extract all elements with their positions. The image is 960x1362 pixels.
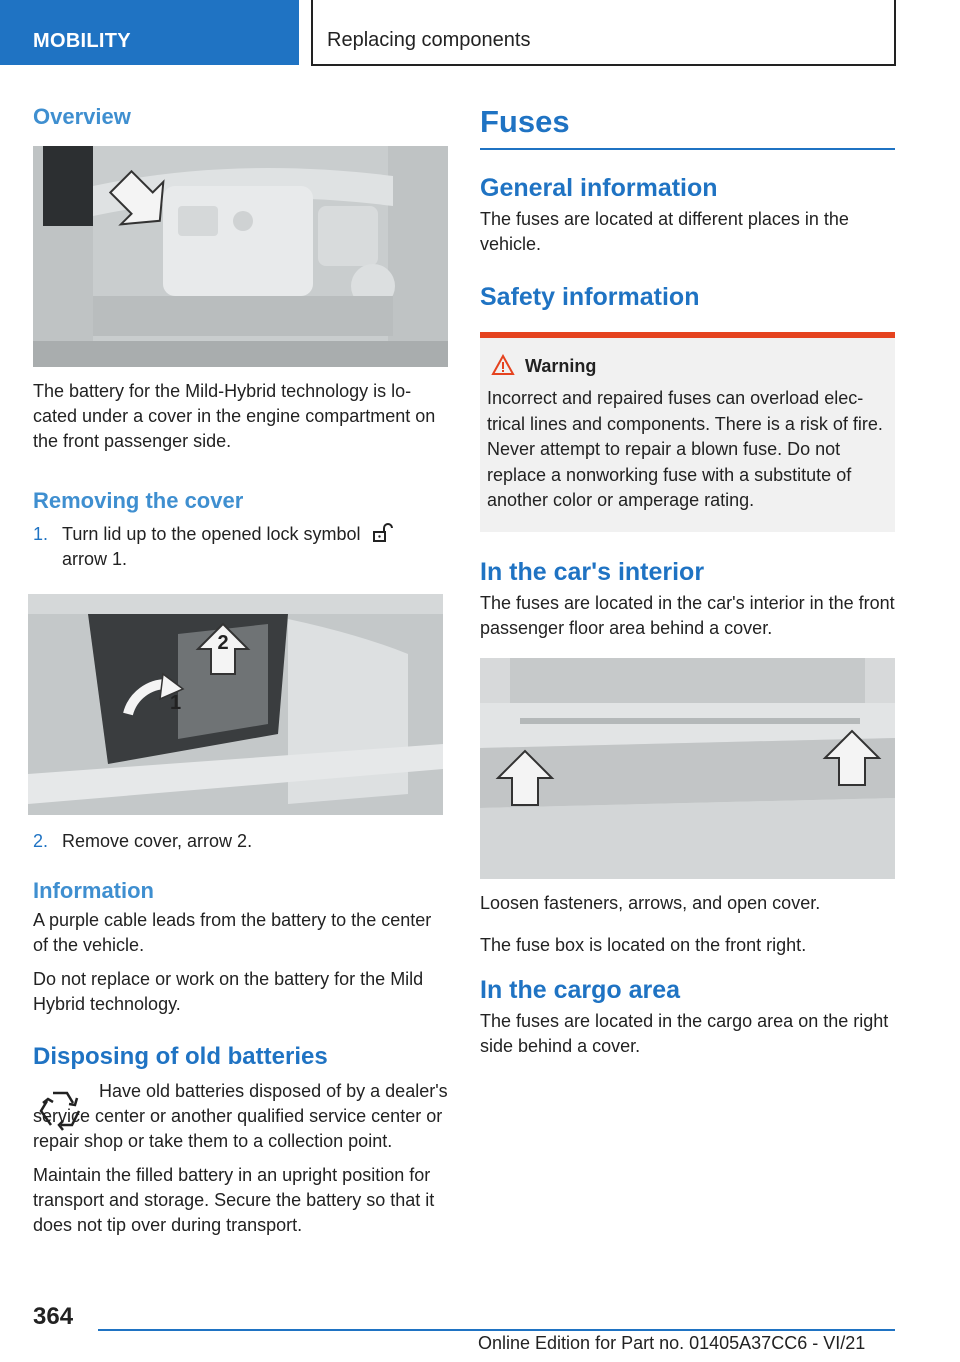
- footer-rule: [98, 1329, 895, 1331]
- step-1-text-cont: arrow 1.: [62, 549, 128, 569]
- step-2: [33, 829, 448, 854]
- battery-cover-photo: [28, 594, 443, 815]
- fuses-heading: Fuses: [480, 104, 570, 139]
- edition-text: Online Edition for Part no. 01405A37CC6 - VI/21: [478, 1333, 866, 1353]
- interior-text: The fuses are located in the car's interior in the front passenger floor area behind a cover.: [480, 592, 895, 638]
- recycle-icon: [33, 1083, 87, 1137]
- page-number: 364: [33, 1303, 74, 1330]
- cargo-text: The fuses are located in the cargo area on the right side behind a cover.: [480, 1010, 889, 1056]
- interior-heading: In the car's interior: [480, 557, 705, 586]
- step-1-number: 1.: [33, 524, 49, 544]
- chapter-title: Replacing components: [327, 29, 531, 51]
- overview-heading: Overview: [33, 104, 131, 129]
- overview-text: The battery for the Mild-Hybrid technology is located under a cover in the engine compartment on the front passenger side.: [33, 381, 436, 451]
- arrow-1-label: 1: [170, 692, 182, 714]
- removing-heading: Removing the cover: [33, 488, 244, 513]
- general-heading: General information: [480, 174, 718, 202]
- disposing-heading: Disposing of old batteries: [33, 1043, 328, 1070]
- disposing-text-1: Have old batteries disposed of by a dealer's service center or another qualified service center or repair shop or take them to a collection point.: [33, 1081, 448, 1151]
- warning-text: Incorrect and repaired fuses can overload electrical lines and components. There is a risk of fire. Never attempt to repair a blown fuse. Do not replace a nonworking fuse with a substitute of another color or amperage rating.: [487, 388, 883, 510]
- interior-caption-1: Loosen fasteners, arrows, and open cover.: [480, 892, 821, 913]
- information-heading: Information: [33, 878, 154, 903]
- step-1: [33, 522, 448, 572]
- open-lock-icon: [372, 523, 394, 543]
- engine-compartment-photo: [33, 146, 448, 367]
- step-1-text: Turn lid up to the opened lock symbol: [62, 524, 361, 544]
- warning-title-row: [525, 356, 887, 380]
- arrow-2-label: 2: [217, 632, 229, 654]
- general-text: The fuses are located at different places in the vehicle.: [480, 209, 849, 254]
- interior-cover-photo: [480, 658, 895, 879]
- fuses-rule: [480, 148, 895, 150]
- chapter-box: [311, 0, 896, 66]
- step-2-text: Remove cover, arrow 2.: [62, 831, 253, 851]
- left-column: [33, 100, 448, 1238]
- section-tab: [0, 0, 299, 65]
- right-column: [480, 100, 895, 1059]
- information-text-2: Do not replace or work on the battery for the Mild Hybrid technology.: [33, 969, 424, 1014]
- disposing-text-2: Maintain the filled battery in an upright position for transport and storage. Secure the battery so that it does not tip over during transport.: [33, 1165, 435, 1235]
- disposing-block: [33, 1079, 448, 1154]
- warning-box: [480, 332, 895, 532]
- interior-caption-2: The fuse box is located on the front right.: [480, 934, 807, 955]
- section-title: MOBILITY: [33, 30, 131, 52]
- information-text-1: A purple cable leads from the battery to the center of the vehicle.: [33, 910, 432, 955]
- warning-triangle-icon: [491, 354, 515, 381]
- safety-heading: Safety information: [480, 283, 700, 311]
- step-2-number: 2.: [33, 831, 49, 851]
- warning-title: Warning: [525, 356, 597, 376]
- cargo-heading: In the cargo area: [480, 975, 681, 1004]
